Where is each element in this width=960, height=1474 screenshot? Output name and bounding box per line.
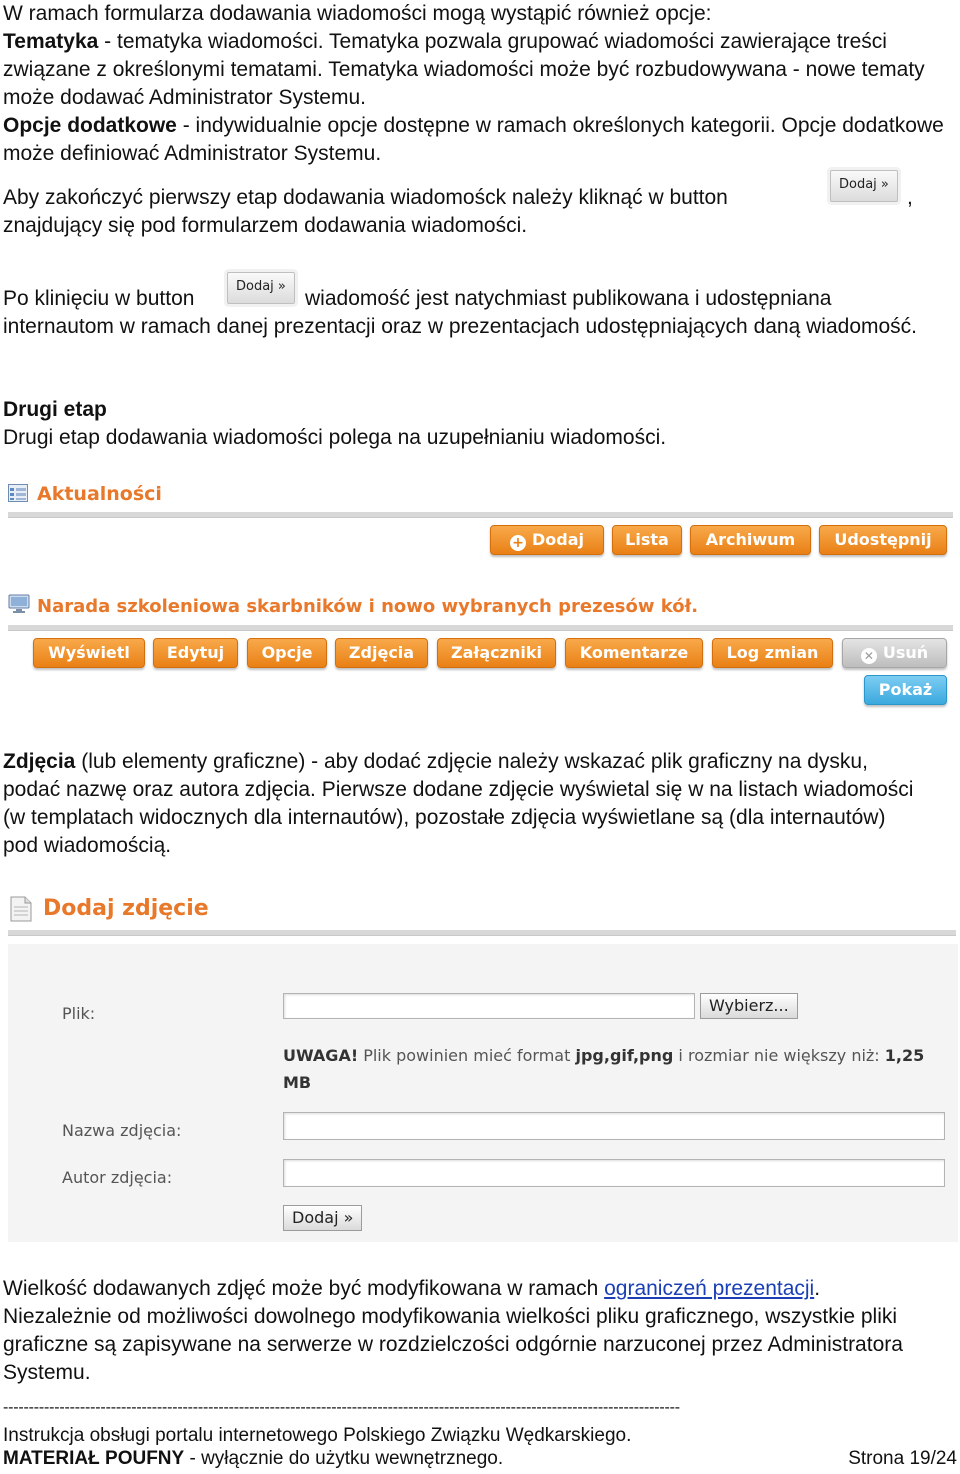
size-note: Wielkość dodawanych zdjęć może być modyfikowana w ramach ograniczeń prezentacji. xyxy=(3,1277,821,1300)
view-button[interactable]: Wyświetl xyxy=(33,638,145,668)
news-item-title: Narada szkoleniowa skarbników i nowo wybranych prezesów kół. xyxy=(37,596,699,617)
browse-button[interactable]: Wybierz... xyxy=(700,993,798,1019)
opcje-paragraph: Opcje dodatkowe - indywidualnie opcje dostępne w ramach określonych kategorii. Opcje dodatkowe może definiować Administrator Systemu. xyxy=(3,114,944,165)
footer-divider: ------------------------------------------------------------------------------------------------------------------------------------ xyxy=(3,1399,680,1416)
finish-comma: , xyxy=(907,186,913,209)
edit-button[interactable]: Edytuj xyxy=(153,638,238,668)
opcje-label: Opcje dodatkowe xyxy=(3,114,177,137)
finish-text: Aby zakończyć pierwszy etap dodawania wiadomośck należy kliknąć w button xyxy=(3,186,728,209)
options-button[interactable]: Opcje xyxy=(247,638,327,668)
photo-author-input[interactable] xyxy=(283,1159,945,1187)
dodaj-inline-button-2: Dodaj » xyxy=(227,272,295,304)
photo-name-label: Nazwa zdjęcia: xyxy=(62,1121,182,1140)
photo-name-input[interactable] xyxy=(283,1112,945,1140)
footer-confidential: MATERIAŁ POUFNY - wyłącznie do użytku wewnętrznego. xyxy=(3,1448,504,1469)
tematyka-label: Tematyka xyxy=(3,30,99,53)
divider xyxy=(8,930,956,936)
stage2-text: Drugi etap dodawania wiadomości polega na uzupełnianiu wiadomości. xyxy=(3,426,667,449)
comments-button[interactable]: Komentarze xyxy=(565,638,703,668)
plus-circle-icon: + xyxy=(510,535,526,551)
delete-button[interactable]: ✕ Usuń xyxy=(842,638,947,668)
finish-text-2: znajdujący się pod formularzem dodawania wiadomości. xyxy=(3,214,528,237)
file-input[interactable] xyxy=(283,993,695,1019)
news-list-button[interactable]: Lista xyxy=(612,525,682,555)
page-number: Strona 19/24 xyxy=(848,1448,957,1469)
monitor-icon xyxy=(8,594,30,614)
show-button[interactable]: Pokaż xyxy=(864,675,947,705)
news-add-button[interactable]: + Dodaj xyxy=(490,525,604,555)
presentation-limits-link[interactable]: ograniczeń prezentacji xyxy=(604,1277,815,1300)
after-text: Po klinięciu w button xyxy=(3,287,195,310)
file-warning: UWAGA! Plik powinien mieć format jpg,gif,png i rozmiar nie większy niż: 1,25 MB xyxy=(283,1046,925,1092)
submit-photo-button[interactable]: Dodaj » xyxy=(283,1205,362,1231)
news-list-icon xyxy=(8,484,28,502)
file-label: Plik: xyxy=(62,1004,96,1023)
change-log-button[interactable]: Log zmian xyxy=(712,638,833,668)
add-photo-title: Dodaj zdjęcie xyxy=(43,896,209,921)
photos-paragraph: Zdjęcia (lub elementy graficzne) - aby dodać zdjęcie należy wskazać plik graficzny na dysku, podać nazwę oraz autora zdjęcia. Pierwsze dodane zdjęcie wyświetal się w na listach wiadomości (w templatach widocznych dla internautów), pozostałe zdjęcia wyświetlane są (dla internautów) pod wiadomością. xyxy=(3,750,914,857)
attachments-button[interactable]: Załączniki xyxy=(437,638,556,668)
intro-line: W ramach formularza dodawania wiadomości mogą wystąpić również opcje: xyxy=(3,2,712,25)
size-note-2: Niezależnie od możliwości dowolnego modyfikowania wielkości pliku graficznego, wszystkie pliki graficzne są zapisywane na serwerze w rozdzielczości odgórnie narzuconej przez Administratora Systemu. xyxy=(3,1305,903,1384)
x-circle-icon: ✕ xyxy=(861,648,877,664)
document-icon xyxy=(10,896,32,922)
stage2-heading: Drugi etap xyxy=(3,398,107,421)
news-panel-title: Aktualności xyxy=(37,483,162,505)
footer-line: Instrukcja obsługi portalu internetowego Polskiego Związku Wędkarskiego. xyxy=(3,1425,632,1446)
tematyka-paragraph: Tematyka - tematyka wiadomości. Tematyka pozwala grupować wiadomości zawierające treści związane z określonymi tematami. Tematyka wiadomości może być rozbudowywana - nowe tematy może dodawać Administrator Systemu. xyxy=(3,30,925,109)
after-text-3: internautom w ramach danej prezentacji oraz w prezentacjach udostępniających daną wiadomość. xyxy=(3,315,918,338)
photos-button[interactable]: Zdjęcia xyxy=(335,638,428,668)
news-archive-button[interactable]: Archiwum xyxy=(690,525,811,555)
photos-label: Zdjęcia xyxy=(3,750,76,773)
dodaj-inline-button-1: Dodaj » xyxy=(830,170,898,202)
after-text-2: wiadomość jest natychmiast publikowana i udostępniana xyxy=(305,287,832,310)
divider xyxy=(8,625,953,631)
photo-author-label: Autor zdjęcia: xyxy=(62,1168,173,1187)
divider xyxy=(8,512,953,518)
news-share-button[interactable]: Udostępnij xyxy=(819,525,947,555)
